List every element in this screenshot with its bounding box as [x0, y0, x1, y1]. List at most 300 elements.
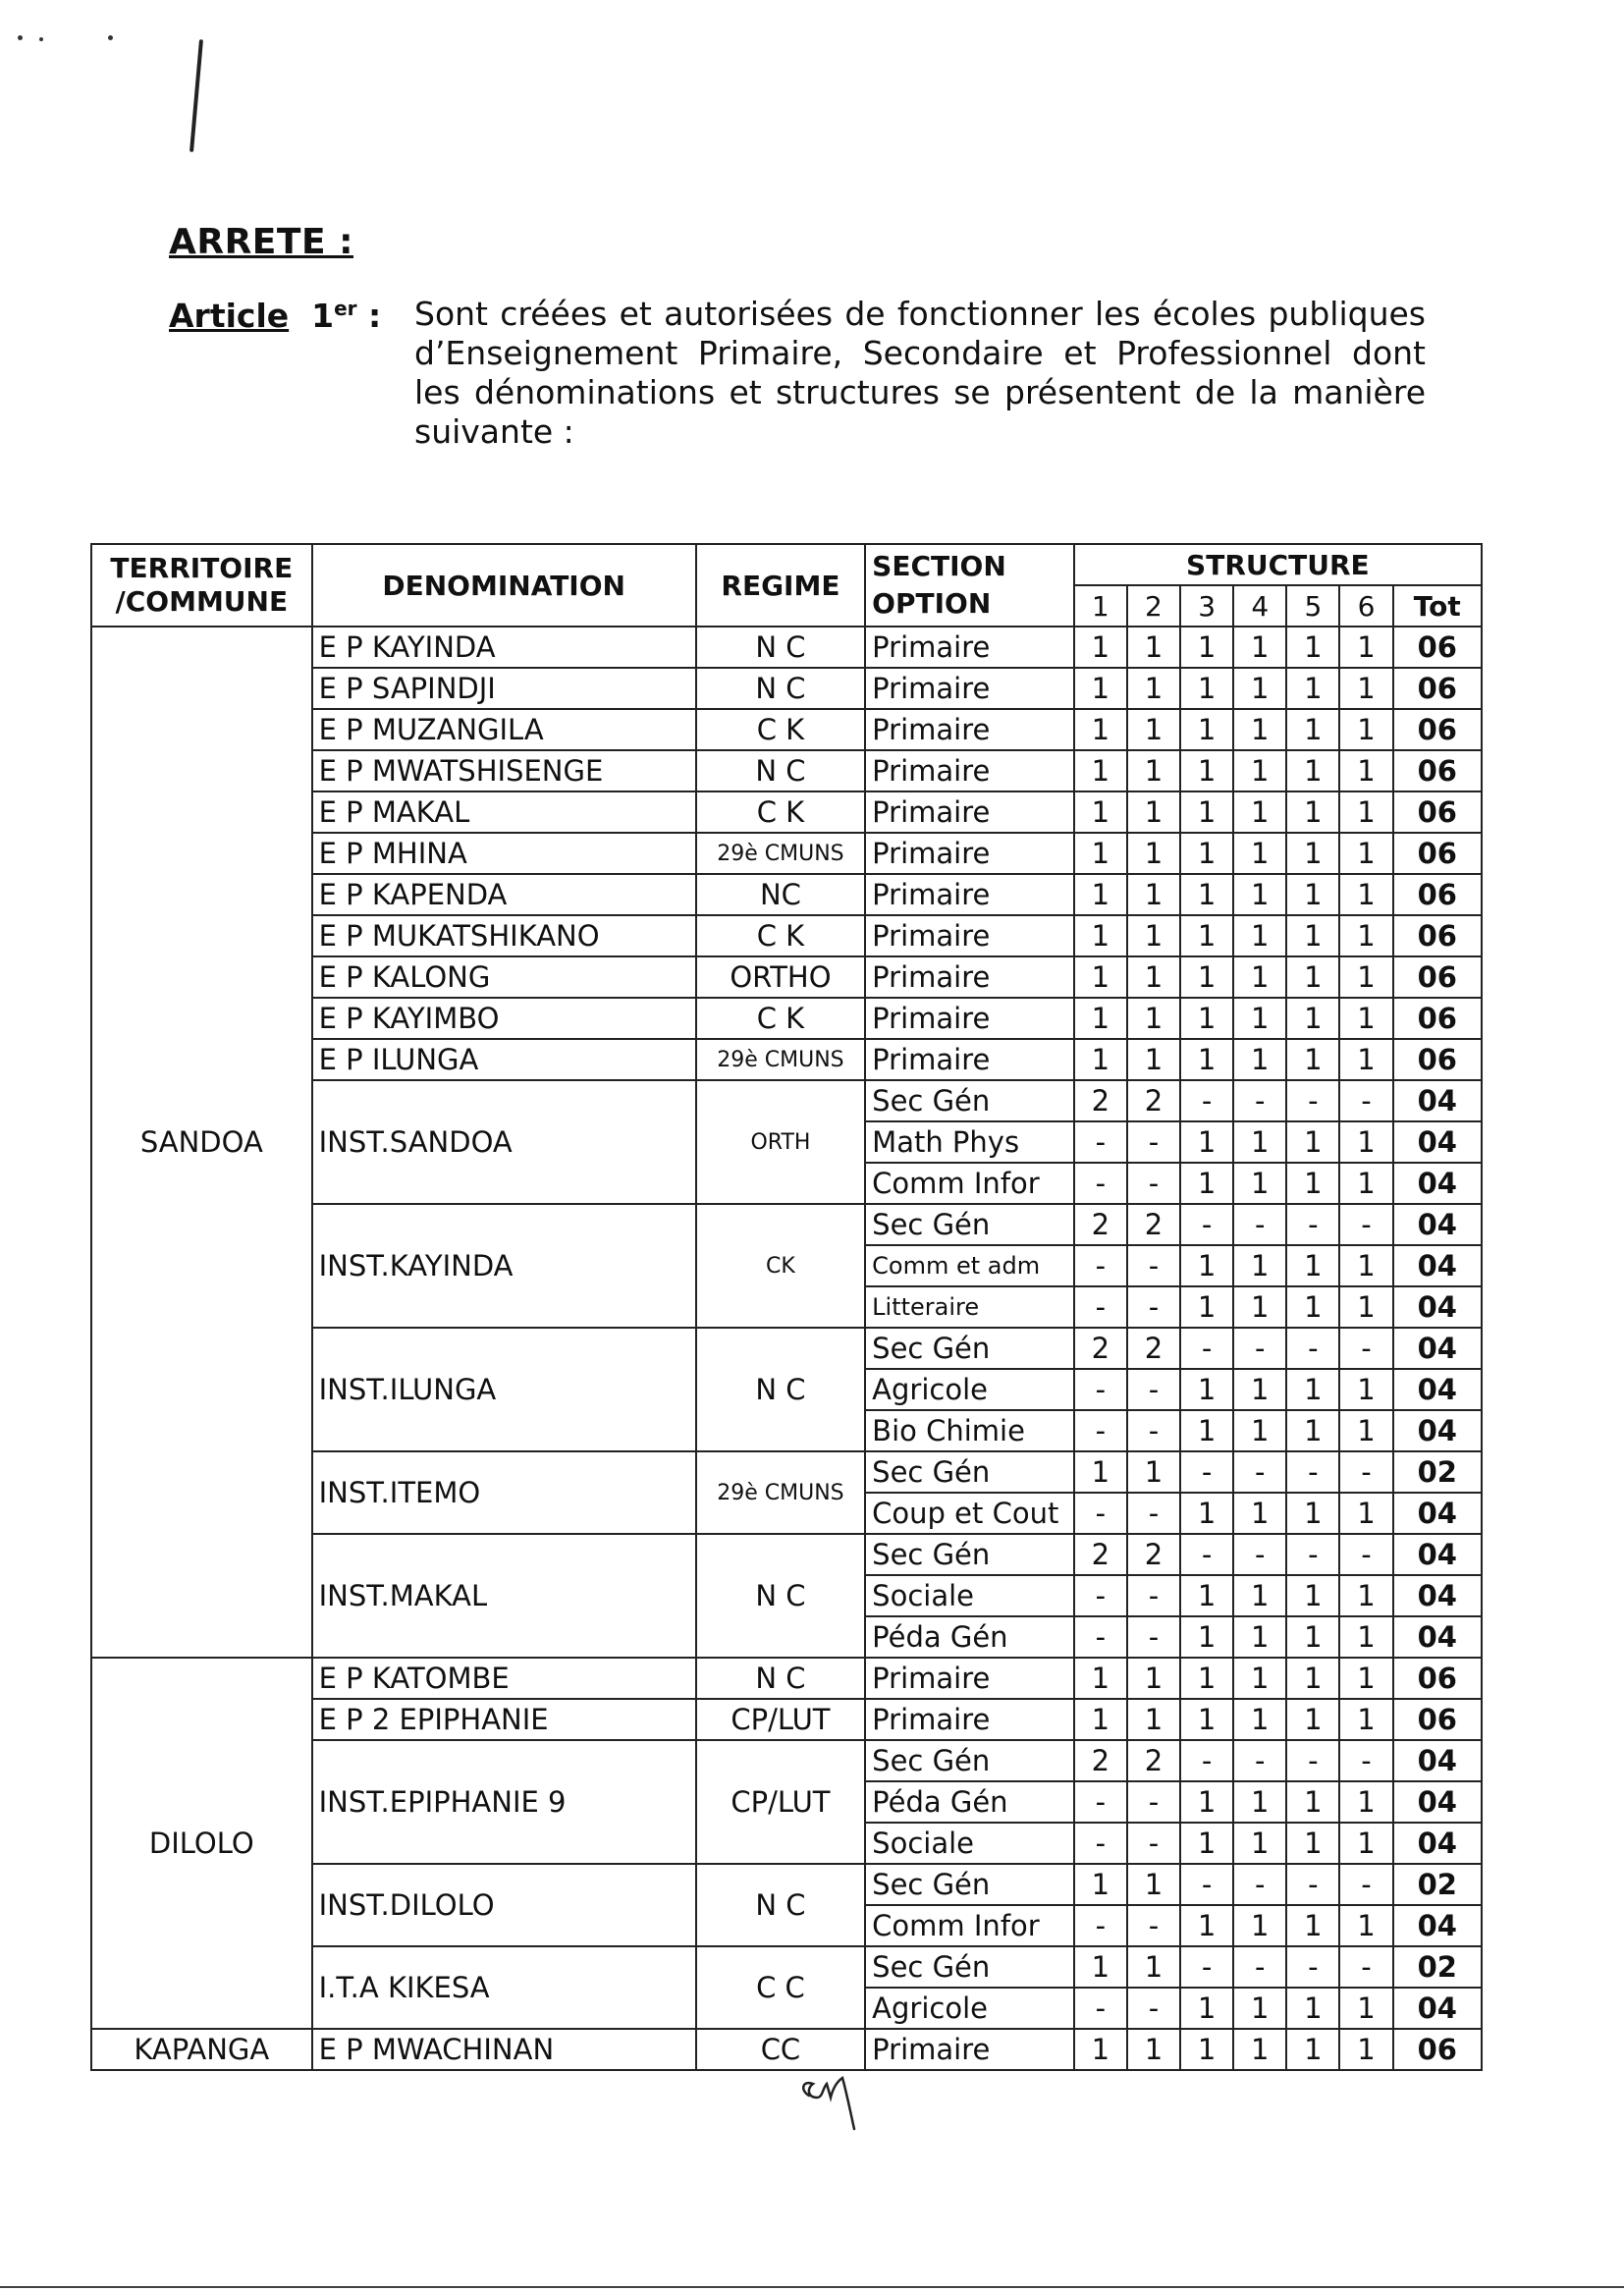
structure-cell-5: 1: [1286, 1493, 1339, 1534]
structure-cell-3: 1: [1180, 1286, 1233, 1328]
denomination-cell: E P KAPENDA: [312, 874, 696, 915]
structure-cell-2: -: [1127, 1781, 1180, 1823]
structure-cell-2: -: [1127, 1121, 1180, 1163]
structure-cell-5: 1: [1286, 915, 1339, 956]
denomination-cell: E P MUZANGILA: [312, 709, 696, 750]
section-option-cell: Agricole: [865, 1369, 1074, 1410]
total-cell: 04: [1393, 1204, 1482, 1245]
section-option-cell: Péda Gén: [865, 1781, 1074, 1823]
structure-cell-2: -: [1127, 1493, 1180, 1534]
denomination-cell: E P MWATSHISENGE: [312, 750, 696, 791]
territory-cell: SANDOA: [91, 627, 312, 1658]
total-cell: 04: [1393, 1740, 1482, 1781]
structure-cell-1: -: [1074, 1163, 1127, 1204]
handwritten-stroke: [189, 39, 203, 152]
structure-cell-6: -: [1339, 1204, 1392, 1245]
structure-cell-1: 1: [1074, 874, 1127, 915]
regime-cell: N C: [696, 627, 865, 668]
structure-cell-3: 1: [1180, 1905, 1233, 1946]
header-structure: STRUCTURE: [1074, 544, 1482, 585]
structure-cell-5: -: [1286, 1534, 1339, 1575]
header-denomination: DENOMINATION: [312, 544, 696, 627]
structure-cell-5: 1: [1286, 1121, 1339, 1163]
header-territoire-label: TERRITOIRE: [110, 552, 294, 584]
denomination-cell: INST.ITEMO: [312, 1451, 696, 1534]
denomination-cell: E P MUKATSHIKANO: [312, 915, 696, 956]
structure-cell-6: 1: [1339, 998, 1392, 1039]
structure-cell-2: 2: [1127, 1740, 1180, 1781]
structure-cell-4: -: [1233, 1534, 1286, 1575]
structure-cell-3: 1: [1180, 668, 1233, 709]
section-option-cell: Primaire: [865, 833, 1074, 874]
denomination-cell: E P MHINA: [312, 833, 696, 874]
structure-cell-1: -: [1074, 1781, 1127, 1823]
structure-cell-6: 1: [1339, 1988, 1392, 2029]
structure-cell-3: -: [1180, 1534, 1233, 1575]
total-cell: 04: [1393, 1080, 1482, 1121]
structure-cell-3: 1: [1180, 1781, 1233, 1823]
denomination-cell: E P SAPINDJI: [312, 668, 696, 709]
total-cell: 06: [1393, 1039, 1482, 1080]
structure-cell-4: 1: [1233, 2029, 1286, 2070]
header-col-3: 3: [1180, 585, 1233, 627]
structure-cell-5: 1: [1286, 1658, 1339, 1699]
structure-cell-3: 1: [1180, 1658, 1233, 1699]
total-cell: 06: [1393, 627, 1482, 668]
structure-cell-6: 1: [1339, 1245, 1392, 1286]
structure-cell-3: 1: [1180, 1988, 1233, 2029]
header-territoire: [91, 544, 312, 627]
structure-cell-5: 1: [1286, 874, 1339, 915]
structure-cell-3: 1: [1180, 1245, 1233, 1286]
structure-cell-2: 1: [1127, 833, 1180, 874]
structure-cell-2: 1: [1127, 1946, 1180, 1988]
structure-cell-5: -: [1286, 1328, 1339, 1369]
structure-cell-2: 1: [1127, 709, 1180, 750]
structure-cell-2: 1: [1127, 1658, 1180, 1699]
structure-cell-5: 1: [1286, 1286, 1339, 1328]
territory-cell: KAPANGA: [91, 2029, 312, 2070]
structure-cell-2: 1: [1127, 668, 1180, 709]
structure-cell-3: -: [1180, 1864, 1233, 1905]
structure-cell-1: -: [1074, 1286, 1127, 1328]
structure-cell-1: 2: [1074, 1534, 1127, 1575]
structure-cell-4: -: [1233, 1740, 1286, 1781]
structure-cell-1: 1: [1074, 709, 1127, 750]
regime-cell: CC: [696, 2029, 865, 2070]
section-option-cell: Sec Gén: [865, 1534, 1074, 1575]
total-cell: 06: [1393, 874, 1482, 915]
total-cell: 02: [1393, 1946, 1482, 1988]
total-cell: 04: [1393, 1988, 1482, 2029]
structure-cell-1: 1: [1074, 915, 1127, 956]
section-option-cell: Primaire: [865, 791, 1074, 833]
structure-cell-2: 2: [1127, 1328, 1180, 1369]
schools-table: [90, 543, 1483, 2071]
structure-cell-1: -: [1074, 1245, 1127, 1286]
total-cell: 04: [1393, 1286, 1482, 1328]
structure-cell-2: 1: [1127, 956, 1180, 998]
structure-cell-6: 1: [1339, 627, 1392, 668]
article-suffix: er: [334, 297, 357, 320]
structure-cell-1: 1: [1074, 1039, 1127, 1080]
regime-cell: N C: [696, 1864, 865, 1946]
structure-cell-2: 1: [1127, 791, 1180, 833]
header-commune-label: /COMMUNE: [115, 585, 289, 618]
structure-cell-5: 1: [1286, 709, 1339, 750]
structure-cell-1: 1: [1074, 998, 1127, 1039]
denomination-cell: E P KALONG: [312, 956, 696, 998]
denomination-cell: E P 2 EPIPHANIE: [312, 1699, 696, 1740]
total-cell: 06: [1393, 956, 1482, 998]
structure-cell-4: -: [1233, 1080, 1286, 1121]
denomination-cell: INST.SANDOA: [312, 1080, 696, 1204]
structure-cell-1: 1: [1074, 956, 1127, 998]
structure-cell-5: 1: [1286, 1823, 1339, 1864]
structure-cell-2: -: [1127, 1575, 1180, 1616]
table-body: [91, 627, 1482, 2070]
structure-cell-1: 2: [1074, 1204, 1127, 1245]
structure-cell-6: 1: [1339, 915, 1392, 956]
structure-cell-5: 1: [1286, 1369, 1339, 1410]
structure-cell-3: 1: [1180, 998, 1233, 1039]
total-cell: 04: [1393, 1245, 1482, 1286]
structure-cell-5: 1: [1286, 833, 1339, 874]
structure-cell-2: -: [1127, 1369, 1180, 1410]
regime-cell: N C: [696, 1658, 865, 1699]
article-number: 1: [311, 297, 335, 335]
regime-cell: ORTH: [696, 1080, 865, 1204]
section-option-cell: Primaire: [865, 709, 1074, 750]
regime-cell: C K: [696, 709, 865, 750]
header-section-label: SECTION: [872, 550, 1006, 582]
structure-cell-3: 1: [1180, 709, 1233, 750]
structure-cell-6: 1: [1339, 1699, 1392, 1740]
structure-cell-3: -: [1180, 1328, 1233, 1369]
structure-cell-4: 1: [1233, 956, 1286, 998]
structure-cell-1: -: [1074, 1410, 1127, 1451]
structure-cell-5: 1: [1286, 1039, 1339, 1080]
structure-cell-6: -: [1339, 1328, 1392, 1369]
total-cell: 06: [1393, 833, 1482, 874]
total-cell: 06: [1393, 750, 1482, 791]
structure-cell-4: 1: [1233, 1616, 1286, 1658]
section-option-cell: Sec Gén: [865, 1946, 1074, 1988]
section-option-cell: Bio Chimie: [865, 1410, 1074, 1451]
structure-cell-1: 1: [1074, 833, 1127, 874]
structure-cell-3: 1: [1180, 627, 1233, 668]
structure-cell-1: 2: [1074, 1080, 1127, 1121]
header-total: Tot: [1393, 585, 1482, 627]
section-option-cell: Primaire: [865, 998, 1074, 1039]
table-row: [91, 1658, 1482, 1699]
structure-cell-6: -: [1339, 1946, 1392, 1988]
structure-cell-1: 2: [1074, 1740, 1127, 1781]
header-col-1: 1: [1074, 585, 1127, 627]
regime-cell: C K: [696, 791, 865, 833]
denomination-cell: E P KAYIMBO: [312, 998, 696, 1039]
regime-cell: CP/LUT: [696, 1740, 865, 1864]
structure-cell-1: 1: [1074, 1451, 1127, 1493]
structure-cell-6: -: [1339, 1740, 1392, 1781]
total-cell: 06: [1393, 791, 1482, 833]
structure-cell-6: 1: [1339, 1905, 1392, 1946]
structure-cell-6: -: [1339, 1534, 1392, 1575]
structure-cell-3: 1: [1180, 915, 1233, 956]
structure-cell-5: 1: [1286, 1905, 1339, 1946]
structure-cell-6: 1: [1339, 791, 1392, 833]
structure-cell-3: -: [1180, 1946, 1233, 1988]
structure-cell-3: 1: [1180, 1121, 1233, 1163]
total-cell: 04: [1393, 1328, 1482, 1369]
section-option-cell: Primaire: [865, 1699, 1074, 1740]
structure-cell-4: 1: [1233, 1699, 1286, 1740]
denomination-cell: I.T.A KIKESA: [312, 1946, 696, 2029]
structure-cell-1: 1: [1074, 1658, 1127, 1699]
denomination-cell: E P MAKAL: [312, 791, 696, 833]
regime-cell: NC: [696, 874, 865, 915]
regime-cell: CP/LUT: [696, 1699, 865, 1740]
total-cell: 04: [1393, 1163, 1482, 1204]
structure-cell-6: 1: [1339, 1658, 1392, 1699]
structure-cell-5: 1: [1286, 956, 1339, 998]
structure-cell-6: 1: [1339, 1823, 1392, 1864]
structure-cell-5: 1: [1286, 668, 1339, 709]
header-col-2: 2: [1127, 585, 1180, 627]
structure-cell-4: -: [1233, 1451, 1286, 1493]
total-cell: 04: [1393, 1905, 1482, 1946]
structure-cell-6: 1: [1339, 1121, 1392, 1163]
structure-cell-5: 1: [1286, 1781, 1339, 1823]
territory-cell: DILOLO: [91, 1658, 312, 2029]
structure-cell-5: 1: [1286, 1245, 1339, 1286]
table-header: [91, 544, 1482, 627]
structure-cell-3: 1: [1180, 874, 1233, 915]
structure-cell-2: -: [1127, 1286, 1180, 1328]
header-regime: REGIME: [696, 544, 865, 627]
structure-cell-3: 1: [1180, 1823, 1233, 1864]
structure-cell-2: -: [1127, 1163, 1180, 1204]
article-label: [169, 297, 381, 335]
regime-cell: N C: [696, 1328, 865, 1451]
total-cell: 04: [1393, 1121, 1482, 1163]
structure-cell-3: 1: [1180, 1039, 1233, 1080]
structure-cell-4: 1: [1233, 791, 1286, 833]
regime-cell: CK: [696, 1204, 865, 1328]
structure-cell-3: 1: [1180, 1163, 1233, 1204]
section-option-cell: Primaire: [865, 915, 1074, 956]
structure-cell-6: 1: [1339, 1410, 1392, 1451]
structure-cell-6: 1: [1339, 956, 1392, 998]
structure-cell-1: -: [1074, 1988, 1127, 2029]
structure-cell-4: 1: [1233, 1369, 1286, 1410]
structure-cell-3: -: [1180, 1204, 1233, 1245]
scan-speck: [39, 37, 43, 41]
regime-cell: 29è CMUNS: [696, 1039, 865, 1080]
structure-cell-4: 1: [1233, 1039, 1286, 1080]
structure-cell-5: -: [1286, 1864, 1339, 1905]
structure-cell-5: 1: [1286, 2029, 1339, 2070]
structure-cell-3: 1: [1180, 1493, 1233, 1534]
structure-cell-4: 1: [1233, 1163, 1286, 1204]
structure-cell-5: 1: [1286, 750, 1339, 791]
structure-cell-3: 1: [1180, 1410, 1233, 1451]
denomination-cell: E P KAYINDA: [312, 627, 696, 668]
section-option-cell: Primaire: [865, 627, 1074, 668]
structure-cell-2: 1: [1127, 627, 1180, 668]
structure-cell-5: 1: [1286, 1988, 1339, 2029]
structure-cell-6: 1: [1339, 1369, 1392, 1410]
section-option-cell: Sociale: [865, 1823, 1074, 1864]
total-cell: 06: [1393, 1658, 1482, 1699]
section-option-cell: Primaire: [865, 750, 1074, 791]
structure-cell-6: 1: [1339, 1163, 1392, 1204]
structure-cell-4: -: [1233, 1328, 1286, 1369]
structure-cell-5: -: [1286, 1451, 1339, 1493]
structure-cell-2: 1: [1127, 2029, 1180, 2070]
structure-cell-2: -: [1127, 1905, 1180, 1946]
page-bottom-rule: [0, 2286, 1624, 2288]
structure-cell-2: 2: [1127, 1204, 1180, 1245]
scan-speck: [18, 35, 23, 40]
structure-cell-4: 1: [1233, 1988, 1286, 2029]
section-option-cell: Coup et Cout: [865, 1493, 1074, 1534]
section-option-cell: Primaire: [865, 2029, 1074, 2070]
regime-cell: N C: [696, 750, 865, 791]
structure-cell-6: 1: [1339, 1781, 1392, 1823]
structure-cell-6: 1: [1339, 874, 1392, 915]
structure-cell-3: 1: [1180, 1575, 1233, 1616]
structure-cell-1: -: [1074, 1616, 1127, 1658]
structure-cell-3: -: [1180, 1451, 1233, 1493]
section-option-cell: Comm Infor: [865, 1905, 1074, 1946]
denomination-cell: INST.DILOLO: [312, 1864, 696, 1946]
structure-cell-3: 1: [1180, 956, 1233, 998]
structure-cell-1: -: [1074, 1121, 1127, 1163]
structure-cell-5: 1: [1286, 791, 1339, 833]
structure-cell-2: 2: [1127, 1080, 1180, 1121]
structure-cell-6: -: [1339, 1080, 1392, 1121]
structure-cell-3: -: [1180, 1740, 1233, 1781]
total-cell: 04: [1393, 1493, 1482, 1534]
structure-cell-5: 1: [1286, 1616, 1339, 1658]
structure-cell-3: 1: [1180, 1616, 1233, 1658]
section-option-cell: Primaire: [865, 956, 1074, 998]
header-col-4: 4: [1233, 585, 1286, 627]
structure-cell-5: -: [1286, 1204, 1339, 1245]
denomination-cell: E P ILUNGA: [312, 1039, 696, 1080]
denomination-cell: INST.ILUNGA: [312, 1328, 696, 1451]
structure-cell-6: 1: [1339, 833, 1392, 874]
total-cell: 06: [1393, 1699, 1482, 1740]
section-option-cell: Sec Gén: [865, 1204, 1074, 1245]
section-option-cell: Primaire: [865, 1658, 1074, 1699]
structure-cell-4: -: [1233, 1204, 1286, 1245]
total-cell: 06: [1393, 2029, 1482, 2070]
structure-cell-4: -: [1233, 1946, 1286, 1988]
denomination-cell: E P KATOMBE: [312, 1658, 696, 1699]
header-section-option: [865, 544, 1074, 627]
section-option-cell: Agricole: [865, 1988, 1074, 2029]
section-option-cell: Comm Infor: [865, 1163, 1074, 1204]
total-cell: 06: [1393, 709, 1482, 750]
section-option-cell: Primaire: [865, 1039, 1074, 1080]
total-cell: 04: [1393, 1575, 1482, 1616]
structure-cell-5: -: [1286, 1946, 1339, 1988]
structure-cell-6: 1: [1339, 1286, 1392, 1328]
structure-cell-5: 1: [1286, 1699, 1339, 1740]
structure-cell-1: 1: [1074, 627, 1127, 668]
regime-cell: N C: [696, 668, 865, 709]
total-cell: 04: [1393, 1534, 1482, 1575]
structure-cell-3: 1: [1180, 1699, 1233, 1740]
denomination-cell: E P MWACHINAN: [312, 2029, 696, 2070]
structure-cell-6: 1: [1339, 709, 1392, 750]
structure-cell-2: 1: [1127, 915, 1180, 956]
section-option-cell: Comm et adm: [865, 1245, 1074, 1286]
scan-speck: [108, 35, 113, 40]
article-colon: :: [368, 297, 382, 335]
section-option-cell: Sec Gén: [865, 1451, 1074, 1493]
structure-cell-6: -: [1339, 1864, 1392, 1905]
structure-cell-5: 1: [1286, 1575, 1339, 1616]
structure-cell-3: 1: [1180, 1369, 1233, 1410]
structure-cell-4: 1: [1233, 1493, 1286, 1534]
structure-cell-3: 1: [1180, 791, 1233, 833]
structure-cell-1: -: [1074, 1823, 1127, 1864]
structure-cell-4: 1: [1233, 998, 1286, 1039]
denomination-cell: INST.KAYINDA: [312, 1204, 696, 1328]
structure-cell-6: 1: [1339, 1493, 1392, 1534]
structure-cell-4: 1: [1233, 1658, 1286, 1699]
structure-cell-2: -: [1127, 1823, 1180, 1864]
article-word: Article: [169, 297, 290, 335]
structure-cell-6: 1: [1339, 1616, 1392, 1658]
structure-cell-2: 1: [1127, 874, 1180, 915]
structure-cell-4: 1: [1233, 915, 1286, 956]
section-option-cell: Sec Gén: [865, 1328, 1074, 1369]
denomination-cell: INST.MAKAL: [312, 1534, 696, 1658]
structure-cell-6: 1: [1339, 2029, 1392, 2070]
total-cell: 04: [1393, 1369, 1482, 1410]
structure-cell-4: 1: [1233, 1905, 1286, 1946]
structure-cell-4: 1: [1233, 874, 1286, 915]
header-col-6: 6: [1339, 585, 1392, 627]
table-row: [91, 627, 1482, 668]
regime-cell: C K: [696, 998, 865, 1039]
total-cell: 04: [1393, 1410, 1482, 1451]
structure-cell-4: 1: [1233, 1823, 1286, 1864]
total-cell: 06: [1393, 668, 1482, 709]
table-row: [91, 2029, 1482, 2070]
regime-cell: 29è CMUNS: [696, 1451, 865, 1534]
structure-cell-5: 1: [1286, 1163, 1339, 1204]
structure-cell-4: 1: [1233, 1121, 1286, 1163]
regime-cell: C C: [696, 1946, 865, 2029]
structure-cell-1: 1: [1074, 1699, 1127, 1740]
structure-cell-4: 1: [1233, 668, 1286, 709]
structure-cell-2: -: [1127, 1245, 1180, 1286]
structure-cell-1: -: [1074, 1369, 1127, 1410]
section-option-cell: Péda Gén: [865, 1616, 1074, 1658]
structure-cell-1: -: [1074, 1493, 1127, 1534]
structure-cell-5: -: [1286, 1740, 1339, 1781]
structure-cell-1: 1: [1074, 668, 1127, 709]
structure-cell-4: 1: [1233, 627, 1286, 668]
structure-cell-3: 1: [1180, 833, 1233, 874]
structure-cell-6: 1: [1339, 1575, 1392, 1616]
regime-cell: N C: [696, 1534, 865, 1658]
